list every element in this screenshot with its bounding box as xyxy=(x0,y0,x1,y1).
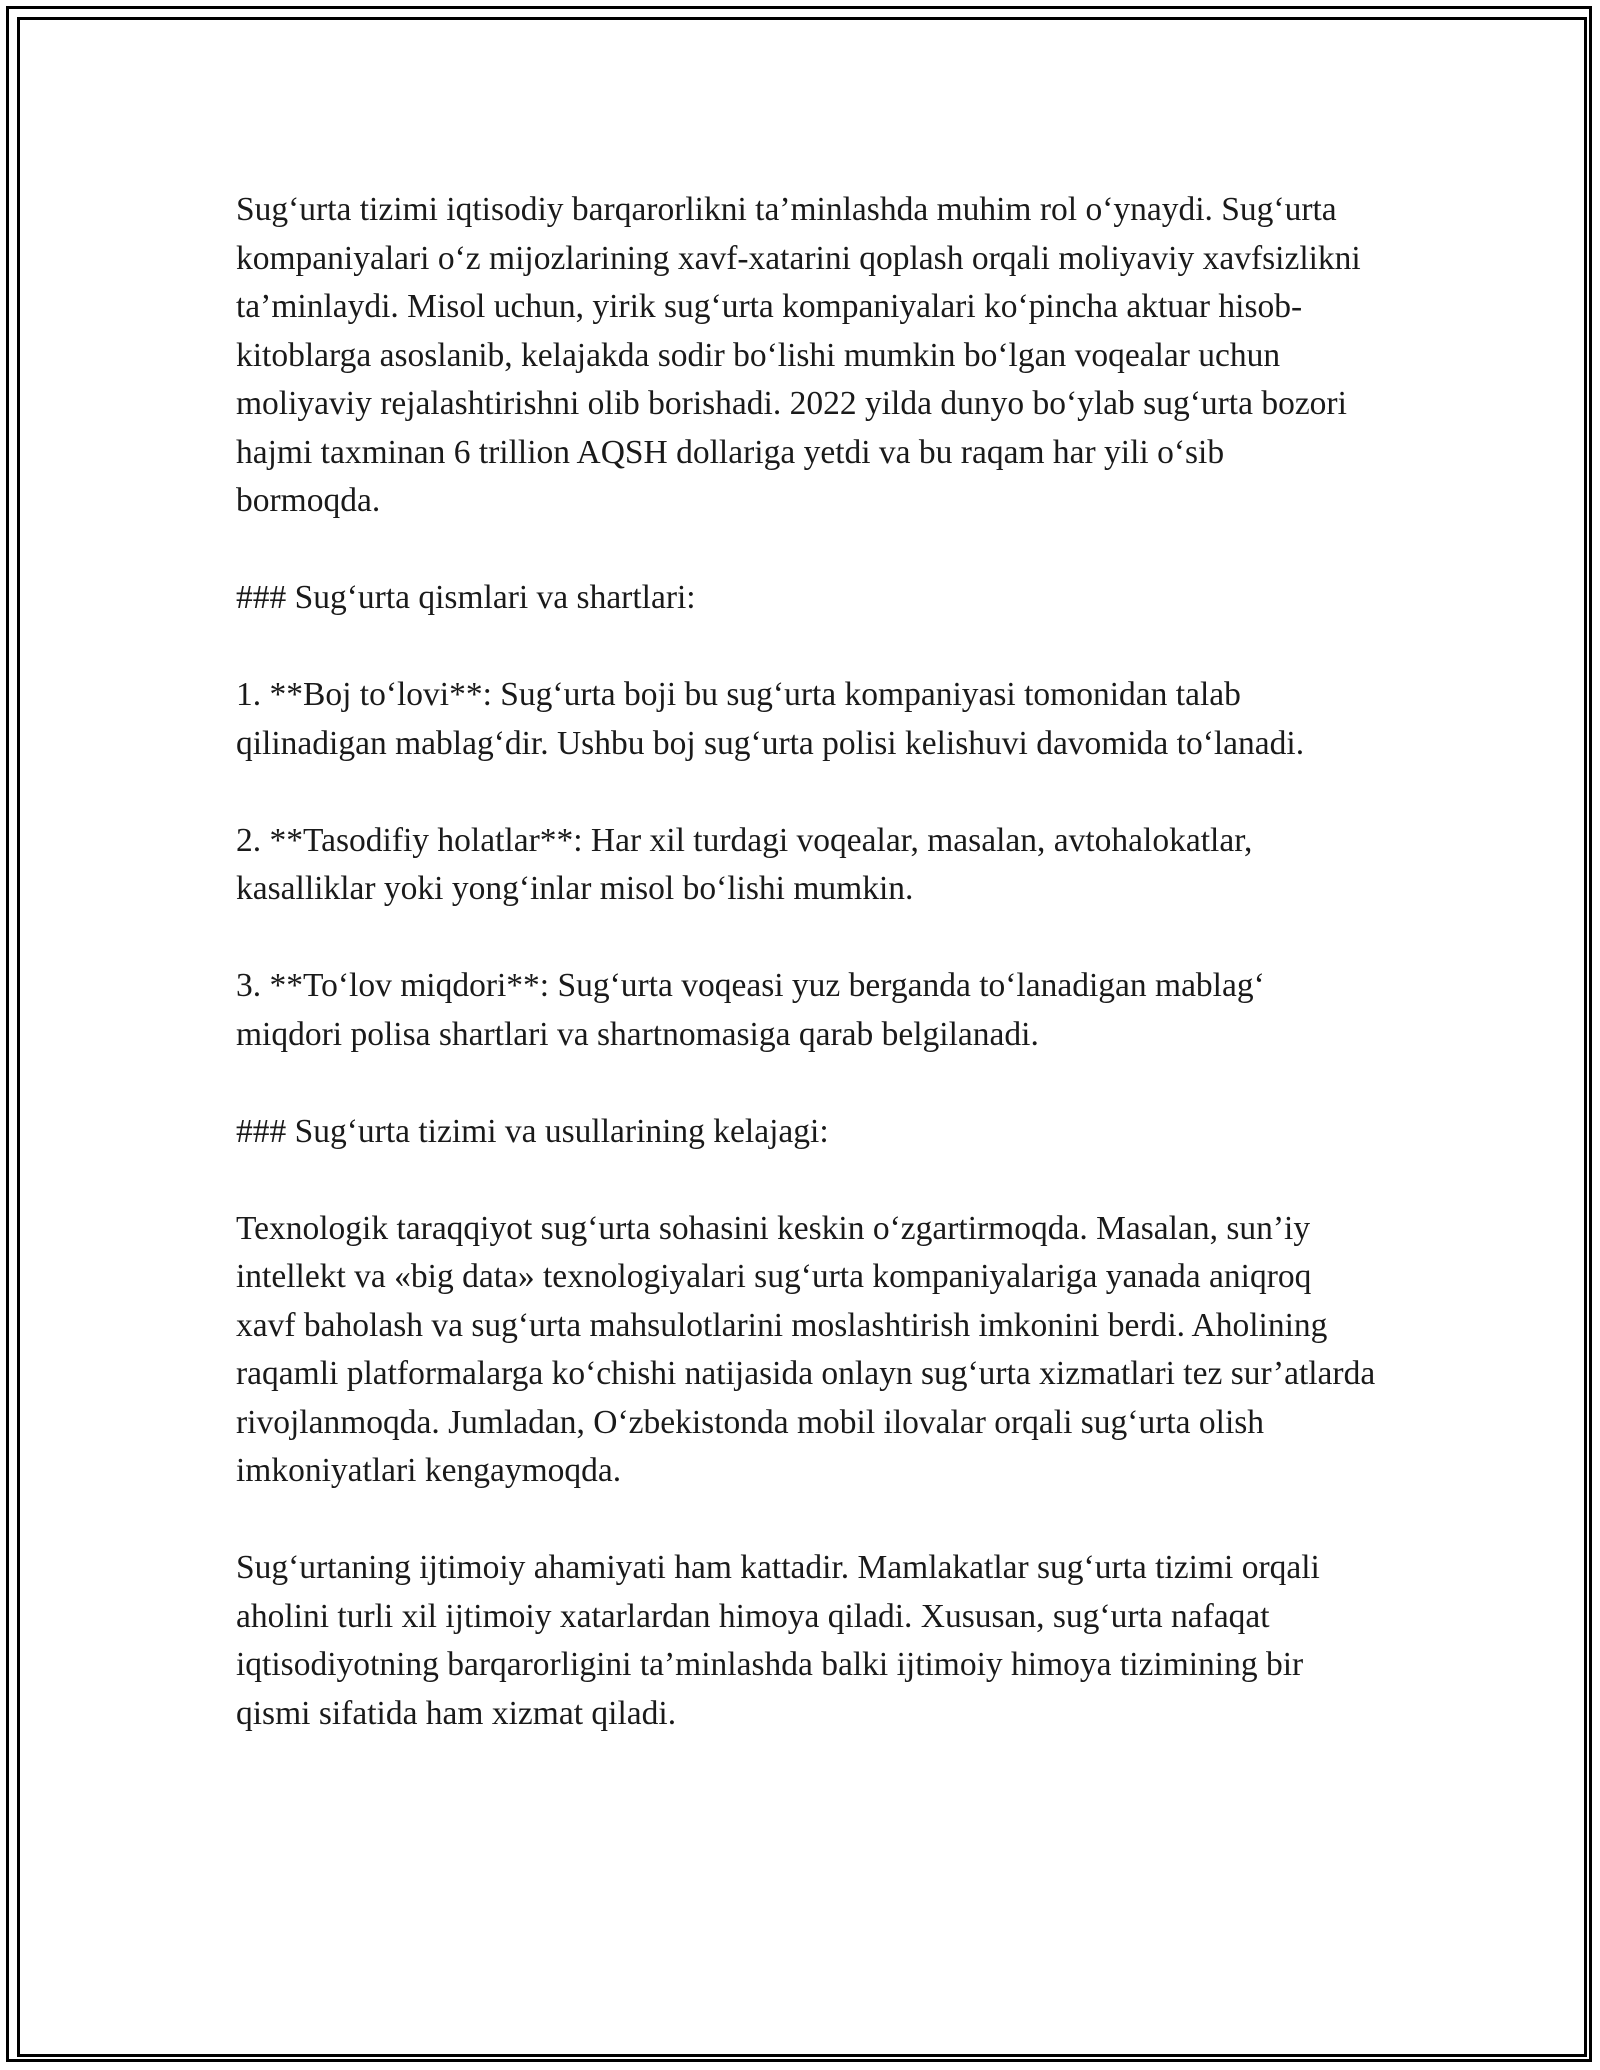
technology-paragraph: Texnologik taraqqiyot sug‘urta sohasini keskin o‘zgartirmoqda. Masalan, sun’iy intellekt va «big data» texnologiyalari sug‘urta kompaniyalariga yanada aniqroq xavf baholash va sug‘urta mahsulotlarini moslashtirish imkonini berdi. Aholining raqamli platformalarga ko‘chishi natijasida onlayn sug‘urta xizmatlari tez sur’atlarda rivojlanmoqda. Jumladan, O‘zbekistonda mobil ilovalar orqali sug‘urta olish imkoniyatlari kengaymoqda. xyxy=(236,1209,1376,1489)
list-item-tasodifiy-holatlar: 2. **Tasodifiy holatlar**: Har xil turdagi voqealar, masalan, avtohalokatlar, kasalliklar yoki yong‘inlar misol bo‘lishi mumkin. xyxy=(236,821,1253,907)
list-item-boj-tolovi: 1. **Boj to‘lovi**: Sug‘urta boji bu sug‘urta kompaniyasi tomonidan talab qilinadigan mablag‘dir. Ushbu boj sug‘urta polisi kelishuvi davomida to‘lanadi. xyxy=(236,676,1305,762)
document-body xyxy=(236,186,1376,1738)
list-item-tolov-miqdori: 3. **To‘lov miqdori**: Sug‘urta voqeasi yuz berganda to‘lanadigan mablag‘ miqdori polisa shartlari va shartnomasiga qarab belgilanadi. xyxy=(236,967,1265,1053)
section-heading-parts: ### Sug‘urta qismlari va shartlari: xyxy=(236,579,696,616)
social-importance-paragraph: Sug‘urtaning ijtimoiy ahamiyati ham kattadir. Mamlakatlar sug‘urta tizimi orqali aholini turli xil ijtimoiy xatarlardan himoya qiladi. Xususan, sug‘urta nafaqat iqtisodiyotning barqarorligini ta’minlashda balki ijtimoiy himoya tizimining bir qismi sifatida ham xizmat qiladi. xyxy=(236,1549,1320,1732)
intro-paragraph: Sug‘urta tizimi iqtisodiy barqarorlikni ta’minlashda muhim rol o‘ynaydi. Sug‘urta kompaniyalari o‘z mijozlarining xavf-xatarini qoplash orqali moliyaviy xavfsizlikni ta’minlaydi. Misol uchun, yirik sug‘urta kompaniyalari ko‘pincha aktuar hisob-kitoblarga asoslanib, kelajakda sodir bo‘lishi mumkin bo‘lgan voqealar uchun moliyaviy rejalashtirishni olib borishadi. 2022 yilda dunyo bo‘ylab sug‘urta bozori hajmi taxminan 6 trillion AQSH dollariga yetdi va bu raqam har yili o‘sib bormoqda. xyxy=(236,191,1361,519)
section-heading-future: ### Sug‘urta tizimi va usullarining kelajagi: xyxy=(236,1112,829,1150)
